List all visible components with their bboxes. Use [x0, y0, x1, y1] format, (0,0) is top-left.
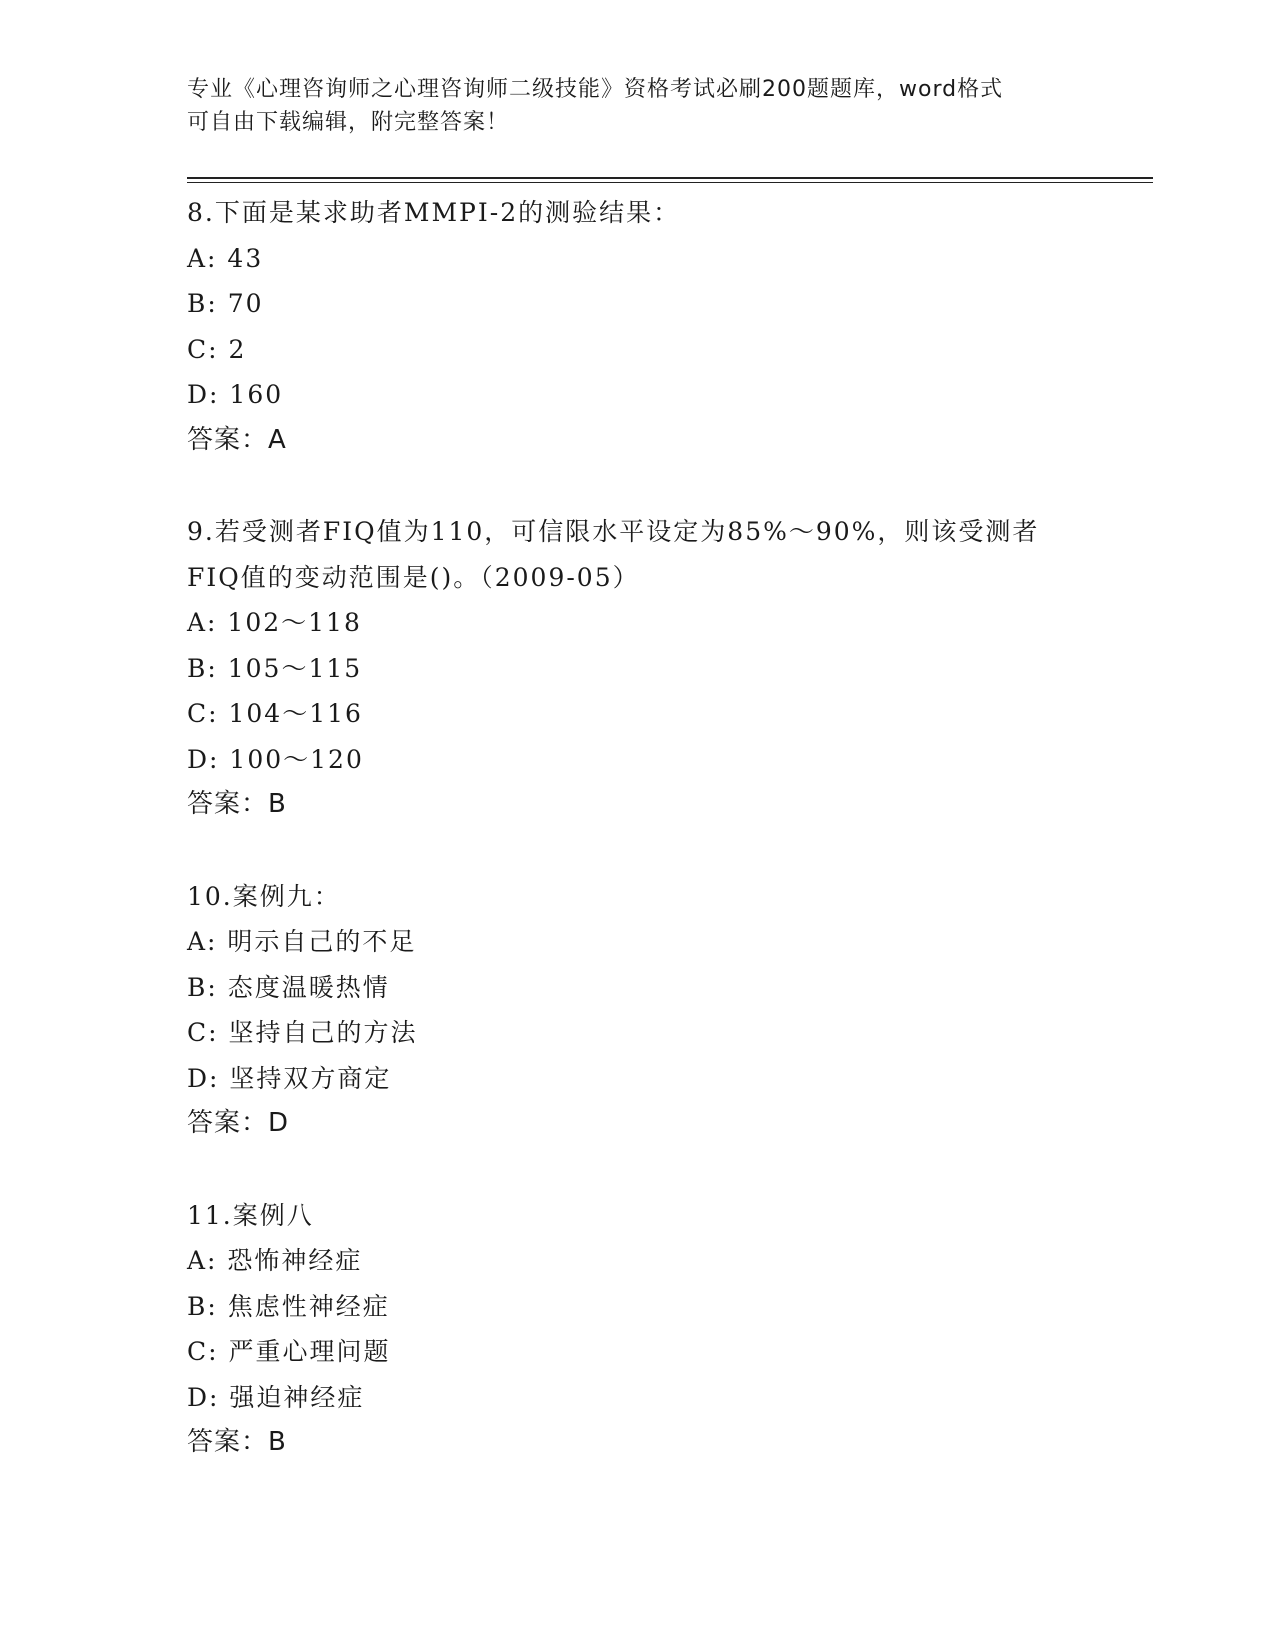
- option-b: B: 态度温暖热情: [187, 972, 390, 1002]
- option-d: D: 坚持双方商定: [187, 1063, 392, 1093]
- option-c: C: 104～116: [187, 699, 363, 728]
- answer: 答案：B: [187, 1427, 287, 1457]
- answer: 答案：A: [187, 424, 287, 455]
- question-stem: 10.案例九：: [187, 881, 341, 911]
- question-list: [187, 190, 1147, 1512]
- question-stem-line-2: FIQ值的变动范围是()。（2009-05）: [187, 562, 640, 592]
- header-divider-thick: [187, 177, 1153, 179]
- option-c: C: 坚持自己的方法: [187, 1018, 418, 1047]
- option-a: A: 恐怖神经症: [187, 1246, 363, 1275]
- option-b: B: 105～115: [187, 653, 363, 683]
- question-8: [187, 190, 1147, 463]
- question-10: [187, 874, 1147, 1147]
- header-line-2: 可自由下载编辑，附完整答案！: [187, 110, 510, 135]
- option-c: C: 2: [187, 334, 247, 364]
- question-9: [187, 509, 1147, 828]
- question-11: [187, 1193, 1147, 1466]
- option-b: B: 70: [187, 289, 264, 318]
- document-header: [187, 73, 1087, 139]
- header-divider-thin: [187, 182, 1153, 183]
- answer: 答案：B: [187, 789, 287, 819]
- option-b: B: 焦虑性神经症: [187, 1291, 390, 1321]
- option-a: A: 明示自己的不足: [187, 927, 417, 956]
- option-a: A: 102～118: [187, 608, 362, 637]
- question-stem: 11.案例八: [187, 1200, 314, 1230]
- option-d: D: 160: [187, 380, 284, 409]
- option-d: D: 100～120: [187, 744, 364, 774]
- option-a: A: 43: [187, 243, 264, 273]
- option-d: D: 强迫神经症: [187, 1382, 365, 1412]
- answer: 答案：D: [187, 1108, 290, 1138]
- question-stem: 8.下面是某求助者MMPI-2的测验结果：: [187, 198, 681, 227]
- option-c: C: 严重心理问题: [187, 1337, 391, 1366]
- question-stem-line-1: 9.若受测者FIQ值为110，可信限水平设定为85%～90%，则该受测者: [187, 517, 1040, 546]
- header-line-1: 专业《心理咨询师之心理咨询师二级技能》资格考试必刷200题题库，word格式: [187, 77, 1004, 102]
